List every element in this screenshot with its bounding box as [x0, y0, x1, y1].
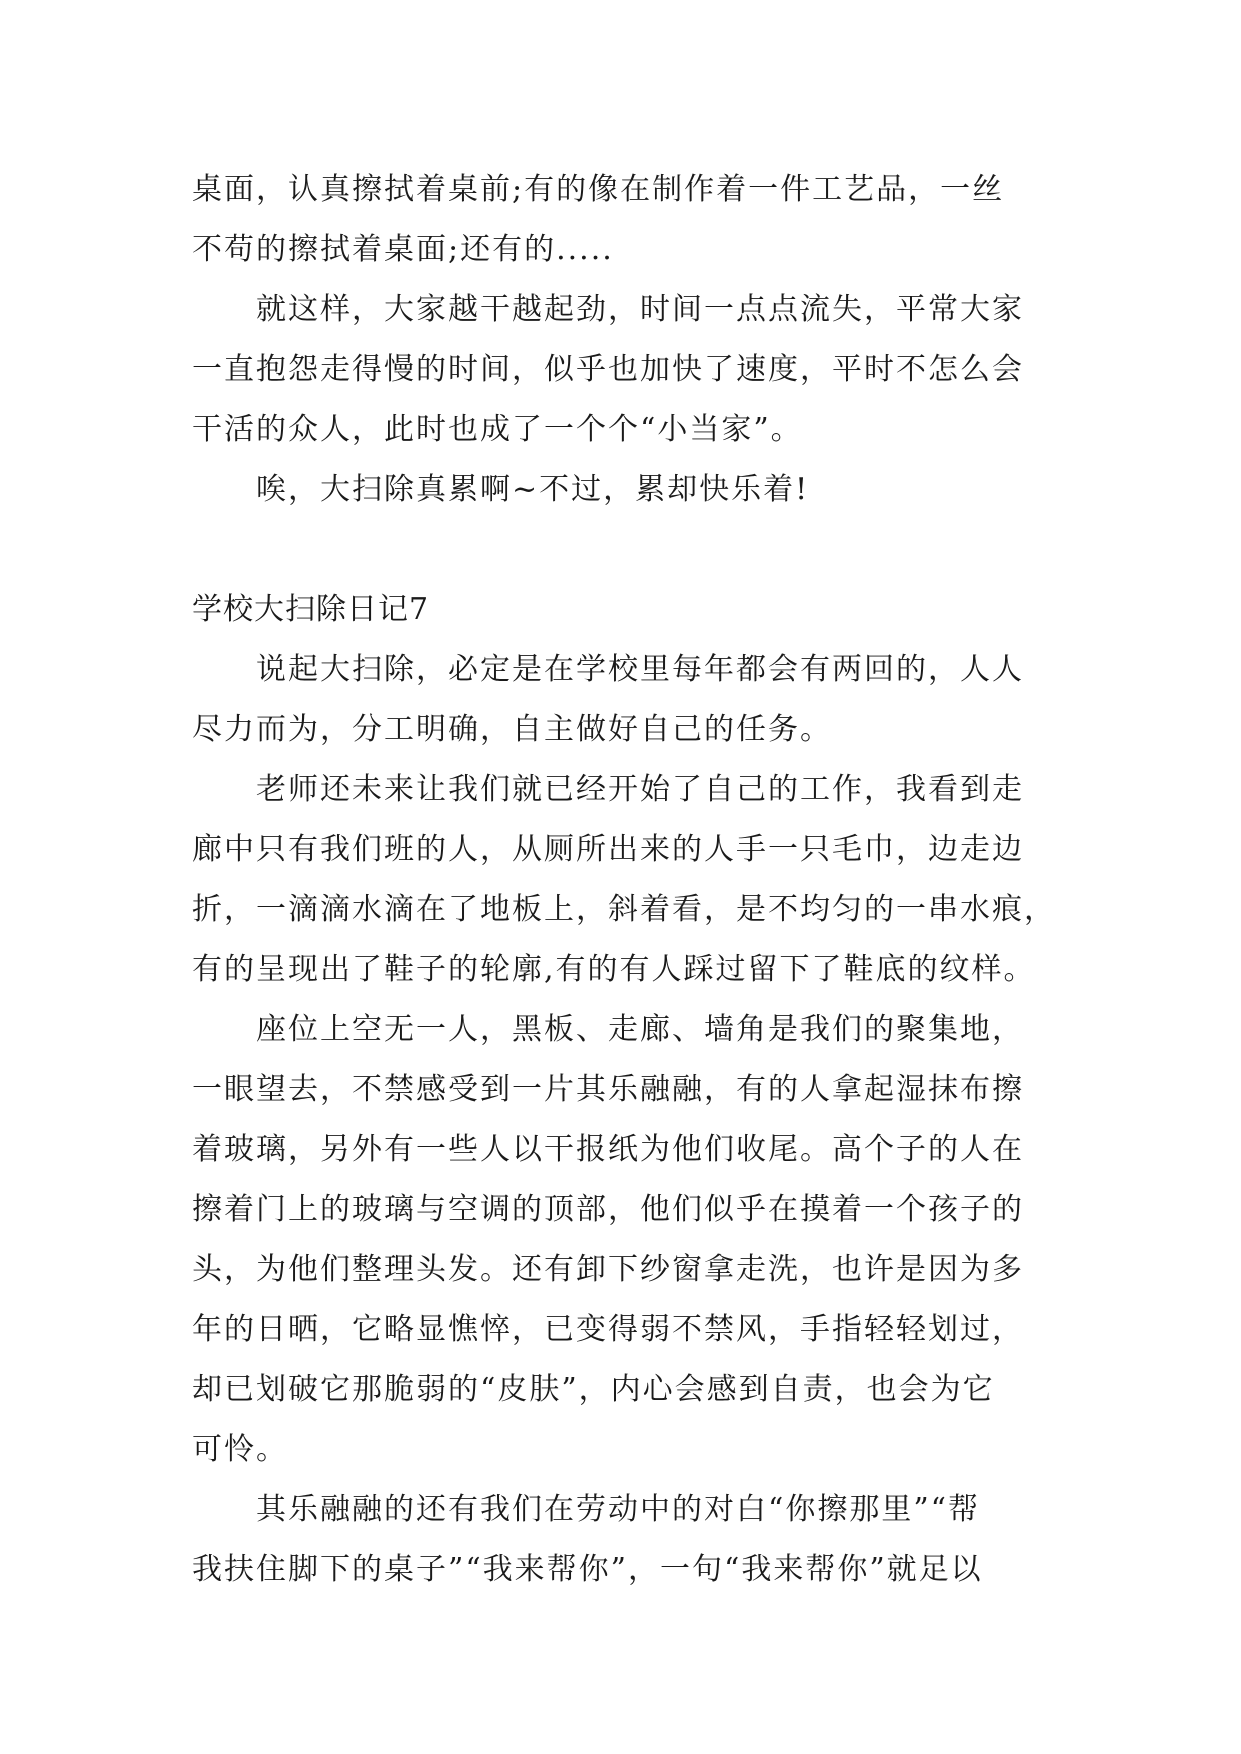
paragraph: [192, 280, 1062, 460]
text-line: 尽力而为，分工明确，自主做好自己的任务。: [192, 712, 832, 747]
text-line: 说起大扫除，必定是在学校里每年都会有两回的，人人: [256, 652, 1024, 687]
text-line: 折，一滴滴水滴在了地板上，斜着看，是不均匀的一串水痕，: [192, 892, 1056, 927]
paragraph-continuation: [192, 160, 1062, 280]
text-line: 唉，大扫除真累啊~不过，累却快乐着!: [256, 472, 810, 507]
text-line: 擦着门上的玻璃与空调的顶部，他们似乎在摸着一个孩子的: [192, 1192, 1024, 1227]
text-line: 廊中只有我们班的人，从厕所出来的人手一只毛巾，边走边: [192, 832, 1024, 867]
document-body: [192, 160, 1062, 1600]
text-line: 干活的众人，此时也成了一个个“小当家”。: [192, 412, 803, 447]
section-gap: [192, 520, 1062, 580]
paragraph: [192, 640, 1062, 760]
text-line: 头，为他们整理头发。还有卸下纱窗拿走洗，也许是因为多: [192, 1252, 1024, 1287]
text-line: 着玻璃，另外有一些人以干报纸为他们收尾。高个子的人在: [192, 1132, 1024, 1167]
text-line: 座位上空无一人，黑板、走廊、墙角是我们的聚集地，: [256, 1012, 1024, 1047]
text-line: 一眼望去，不禁感受到一片其乐融融，有的人拿起湿抹布擦: [192, 1072, 1024, 1107]
text-line: 不苟的擦拭着桌面;还有的.....: [192, 232, 614, 267]
text-line: 却已划破它那脆弱的“皮肤”，内心会感到自责，也会为它: [192, 1372, 995, 1407]
text-line: 年的日晒，它略显憔悴，已变得弱不禁风，手指轻轻划过，: [192, 1312, 1024, 1347]
text-line: 我扶住脚下的桌子”“我来帮你”，一句“我来帮你”就足以: [192, 1552, 983, 1587]
text-line: 有的呈现出了鞋子的轮廓,有的有人踩过留下了鞋底的纹样。: [192, 952, 1036, 987]
text-line: 桌面，认真擦拭着桌前;有的像在制作着一件工艺品，一丝: [192, 172, 1005, 207]
text-line: 一直抱怨走得慢的时间，似乎也加快了速度，平时不怎么会: [192, 352, 1024, 387]
text-line: 其乐融融的还有我们在劳动中的对白“你擦那里”“帮: [256, 1492, 981, 1527]
paragraph: [192, 1000, 1062, 1480]
paragraph: [192, 1480, 1062, 1600]
text-line: 可怜。: [192, 1432, 288, 1467]
paragraph: [192, 460, 1062, 520]
paragraph: [192, 760, 1062, 1000]
text-line: 老师还未来让我们就已经开始了自己的工作，我看到走: [256, 772, 1024, 807]
text-line: 就这样，大家越干越起劲，时间一点点流失，平常大家: [256, 292, 1024, 327]
section-title: 学校大扫除日记7: [192, 592, 430, 627]
